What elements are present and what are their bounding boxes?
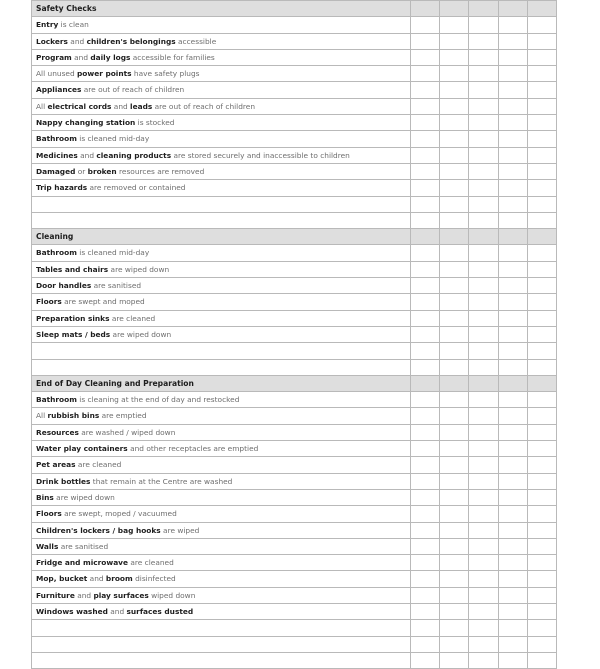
blank-checkbox-cell-2[interactable]	[440, 636, 469, 652]
task-checkbox-cell-2[interactable]	[440, 180, 469, 196]
task-checkbox-cell-5[interactable]	[527, 17, 556, 33]
task-label: Bathroom is cleaned mid-day	[32, 131, 411, 147]
section-title: Cleaning	[32, 229, 411, 245]
task-checkbox-cell-2[interactable]	[440, 82, 469, 98]
task-label: Sleep mats / beds are wiped down	[32, 326, 411, 342]
task-checkbox-cell-3[interactable]	[469, 147, 498, 163]
task-checkbox-cell-4[interactable]	[498, 522, 527, 538]
task-label: Appliances are out of reach of children	[32, 82, 411, 98]
task-checkbox-cell-1[interactable]	[411, 555, 440, 571]
section-header-row	[32, 375, 557, 391]
section-header-box-2	[440, 229, 469, 245]
table-row	[32, 180, 557, 196]
task-checkbox-cell-1[interactable]	[411, 392, 440, 408]
task-checkbox-cell-5[interactable]	[527, 555, 556, 571]
blank-checkbox-cell-3[interactable]	[469, 343, 498, 359]
task-checkbox-cell-4[interactable]	[498, 163, 527, 179]
task-label: Mop, bucket and broom disinfected	[32, 571, 411, 587]
blank-row	[32, 652, 557, 668]
task-checkbox-cell-4[interactable]	[498, 180, 527, 196]
checklist-table	[31, 0, 557, 669]
blank-checkbox-cell-1[interactable]	[411, 359, 440, 375]
task-checkbox-cell-3[interactable]	[469, 131, 498, 147]
task-checkbox-cell-2[interactable]	[440, 571, 469, 587]
blank-checkbox-cell-3[interactable]	[469, 212, 498, 228]
task-label: Tables and chairs are wiped down	[32, 261, 411, 277]
blank-checkbox-cell-5[interactable]	[527, 359, 556, 375]
task-checkbox-cell-3[interactable]	[469, 261, 498, 277]
task-checkbox-cell-5[interactable]	[527, 131, 556, 147]
task-checkbox-cell-1[interactable]	[411, 115, 440, 131]
task-checkbox-cell-2[interactable]	[440, 489, 469, 505]
section-title: Safety Checks	[32, 1, 411, 17]
task-checkbox-cell-5[interactable]	[527, 147, 556, 163]
task-checkbox-cell-5[interactable]	[527, 310, 556, 326]
task-checkbox-cell-2[interactable]	[440, 587, 469, 603]
task-checkbox-cell-4[interactable]	[498, 555, 527, 571]
task-checkbox-cell-5[interactable]	[527, 245, 556, 261]
table-row	[32, 326, 557, 342]
task-checkbox-cell-5[interactable]	[527, 326, 556, 342]
task-checkbox-cell-3[interactable]	[469, 98, 498, 114]
task-checkbox-cell-4[interactable]	[498, 33, 527, 49]
task-label: Preparation sinks are cleaned	[32, 310, 411, 326]
task-checkbox-cell-1[interactable]	[411, 294, 440, 310]
task-label: Door handles are sanitised	[32, 278, 411, 294]
blank-checkbox-cell-5[interactable]	[527, 652, 556, 668]
task-label: Entry is clean	[32, 17, 411, 33]
task-label: Medicines and cleaning products are stored securely and inaccessible to children	[32, 147, 411, 163]
table-row	[32, 571, 557, 587]
task-checkbox-cell-3[interactable]	[469, 587, 498, 603]
task-label: Floors are swept and moped	[32, 294, 411, 310]
task-checkbox-cell-3[interactable]	[469, 310, 498, 326]
table-row	[32, 115, 557, 131]
task-checkbox-cell-1[interactable]	[411, 441, 440, 457]
task-checkbox-cell-1[interactable]	[411, 33, 440, 49]
task-checkbox-cell-1[interactable]	[411, 326, 440, 342]
blank-task-cell[interactable]	[32, 636, 411, 652]
table-row	[32, 49, 557, 65]
table-row	[32, 555, 557, 571]
task-checkbox-cell-1[interactable]	[411, 17, 440, 33]
task-checkbox-cell-4[interactable]	[498, 278, 527, 294]
table-row	[32, 473, 557, 489]
task-label: Bathroom is cleaning at the end of day and restocked	[32, 392, 411, 408]
task-checkbox-cell-4[interactable]	[498, 310, 527, 326]
blank-task-cell[interactable]	[32, 212, 411, 228]
blank-checkbox-cell-3[interactable]	[469, 196, 498, 212]
blank-checkbox-cell-2[interactable]	[440, 359, 469, 375]
task-checkbox-cell-1[interactable]	[411, 82, 440, 98]
task-checkbox-cell-4[interactable]	[498, 489, 527, 505]
task-label: Lockers and children's belongings accessible	[32, 33, 411, 49]
blank-checkbox-cell-5[interactable]	[527, 196, 556, 212]
blank-checkbox-cell-5[interactable]	[527, 620, 556, 636]
task-checkbox-cell-4[interactable]	[498, 294, 527, 310]
blank-checkbox-cell-3[interactable]	[469, 636, 498, 652]
table-row	[32, 261, 557, 277]
task-checkbox-cell-1[interactable]	[411, 245, 440, 261]
task-checkbox-cell-2[interactable]	[440, 147, 469, 163]
section-header-box-5	[527, 1, 556, 17]
task-checkbox-cell-4[interactable]	[498, 392, 527, 408]
task-checkbox-cell-5[interactable]	[527, 473, 556, 489]
task-checkbox-cell-1[interactable]	[411, 473, 440, 489]
table-row	[32, 587, 557, 603]
task-checkbox-cell-1[interactable]	[411, 261, 440, 277]
checklist-sheet	[31, 0, 556, 669]
task-checkbox-cell-1[interactable]	[411, 506, 440, 522]
task-checkbox-cell-4[interactable]	[498, 66, 527, 82]
task-label: Bins are wiped down	[32, 489, 411, 505]
section-header-box-2	[440, 375, 469, 391]
task-checkbox-cell-4[interactable]	[498, 603, 527, 619]
task-checkbox-cell-5[interactable]	[527, 571, 556, 587]
task-checkbox-cell-3[interactable]	[469, 163, 498, 179]
task-label: Furniture and play surfaces wiped down	[32, 587, 411, 603]
task-checkbox-cell-2[interactable]	[440, 555, 469, 571]
task-checkbox-cell-3[interactable]	[469, 555, 498, 571]
task-checkbox-cell-4[interactable]	[498, 587, 527, 603]
blank-checkbox-cell-3[interactable]	[469, 620, 498, 636]
task-checkbox-cell-2[interactable]	[440, 326, 469, 342]
task-checkbox-cell-3[interactable]	[469, 538, 498, 554]
section-title: End of Day Cleaning and Preparation	[32, 375, 411, 391]
task-checkbox-cell-4[interactable]	[498, 441, 527, 457]
table-row	[32, 392, 557, 408]
task-checkbox-cell-2[interactable]	[440, 115, 469, 131]
task-checkbox-cell-1[interactable]	[411, 603, 440, 619]
task-checkbox-cell-1[interactable]	[411, 408, 440, 424]
section-header-box-4	[498, 1, 527, 17]
task-checkbox-cell-3[interactable]	[469, 457, 498, 473]
table-row	[32, 131, 557, 147]
task-label: Fridge and microwave are cleaned	[32, 555, 411, 571]
task-checkbox-cell-4[interactable]	[498, 326, 527, 342]
table-row	[32, 538, 557, 554]
task-checkbox-cell-5[interactable]	[527, 82, 556, 98]
task-checkbox-cell-4[interactable]	[498, 98, 527, 114]
section-header-box-3	[469, 1, 498, 17]
table-row	[32, 147, 557, 163]
task-checkbox-cell-2[interactable]	[440, 294, 469, 310]
blank-row	[32, 196, 557, 212]
task-checkbox-cell-5[interactable]	[527, 506, 556, 522]
blank-checkbox-cell-1[interactable]	[411, 620, 440, 636]
task-checkbox-cell-5[interactable]	[527, 66, 556, 82]
blank-checkbox-cell-1[interactable]	[411, 652, 440, 668]
task-checkbox-cell-2[interactable]	[440, 522, 469, 538]
task-checkbox-cell-1[interactable]	[411, 278, 440, 294]
blank-checkbox-cell-1[interactable]	[411, 196, 440, 212]
task-checkbox-cell-2[interactable]	[440, 98, 469, 114]
table-row	[32, 424, 557, 440]
task-checkbox-cell-3[interactable]	[469, 522, 498, 538]
section-header-box-3	[469, 229, 498, 245]
task-checkbox-cell-2[interactable]	[440, 538, 469, 554]
task-checkbox-cell-4[interactable]	[498, 49, 527, 65]
task-checkbox-cell-3[interactable]	[469, 82, 498, 98]
section-header-box-1	[411, 1, 440, 17]
table-row	[32, 66, 557, 82]
blank-checkbox-cell-2[interactable]	[440, 652, 469, 668]
section-header-box-3	[469, 375, 498, 391]
table-row	[32, 310, 557, 326]
task-checkbox-cell-5[interactable]	[527, 180, 556, 196]
task-checkbox-cell-3[interactable]	[469, 326, 498, 342]
section-header-box-4	[498, 229, 527, 245]
task-checkbox-cell-2[interactable]	[440, 603, 469, 619]
task-checkbox-cell-5[interactable]	[527, 115, 556, 131]
task-checkbox-cell-1[interactable]	[411, 49, 440, 65]
table-row	[32, 33, 557, 49]
task-checkbox-cell-5[interactable]	[527, 538, 556, 554]
task-checkbox-cell-5[interactable]	[527, 457, 556, 473]
blank-checkbox-cell-3[interactable]	[469, 359, 498, 375]
table-row	[32, 82, 557, 98]
task-checkbox-cell-4[interactable]	[498, 506, 527, 522]
blank-checkbox-cell-4[interactable]	[498, 636, 527, 652]
task-checkbox-cell-1[interactable]	[411, 571, 440, 587]
task-checkbox-cell-3[interactable]	[469, 33, 498, 49]
task-label: Nappy changing station is stocked	[32, 115, 411, 131]
blank-checkbox-cell-4[interactable]	[498, 359, 527, 375]
task-checkbox-cell-2[interactable]	[440, 441, 469, 457]
section-header-box-2	[440, 1, 469, 17]
task-checkbox-cell-2[interactable]	[440, 17, 469, 33]
task-checkbox-cell-5[interactable]	[527, 261, 556, 277]
blank-checkbox-cell-4[interactable]	[498, 196, 527, 212]
section-header-box-5	[527, 375, 556, 391]
task-checkbox-cell-5[interactable]	[527, 522, 556, 538]
task-checkbox-cell-1[interactable]	[411, 163, 440, 179]
task-checkbox-cell-2[interactable]	[440, 261, 469, 277]
task-checkbox-cell-1[interactable]	[411, 147, 440, 163]
blank-checkbox-cell-2[interactable]	[440, 343, 469, 359]
task-checkbox-cell-5[interactable]	[527, 278, 556, 294]
blank-row	[32, 212, 557, 228]
task-checkbox-cell-2[interactable]	[440, 506, 469, 522]
blank-checkbox-cell-5[interactable]	[527, 343, 556, 359]
task-checkbox-cell-5[interactable]	[527, 603, 556, 619]
table-row	[32, 245, 557, 261]
blank-checkbox-cell-1[interactable]	[411, 636, 440, 652]
task-checkbox-cell-2[interactable]	[440, 424, 469, 440]
table-row	[32, 522, 557, 538]
blank-checkbox-cell-4[interactable]	[498, 343, 527, 359]
blank-checkbox-cell-2[interactable]	[440, 196, 469, 212]
task-checkbox-cell-3[interactable]	[469, 278, 498, 294]
section-header-box-1	[411, 375, 440, 391]
task-checkbox-cell-5[interactable]	[527, 424, 556, 440]
blank-checkbox-cell-5[interactable]	[527, 212, 556, 228]
task-checkbox-cell-3[interactable]	[469, 294, 498, 310]
blank-task-cell[interactable]	[32, 359, 411, 375]
task-checkbox-cell-3[interactable]	[469, 506, 498, 522]
task-checkbox-cell-3[interactable]	[469, 408, 498, 424]
task-checkbox-cell-4[interactable]	[498, 538, 527, 554]
task-checkbox-cell-3[interactable]	[469, 473, 498, 489]
task-label: All electrical cords and leads are out of reach of children	[32, 98, 411, 114]
task-checkbox-cell-2[interactable]	[440, 49, 469, 65]
task-checkbox-cell-2[interactable]	[440, 66, 469, 82]
task-checkbox-cell-2[interactable]	[440, 392, 469, 408]
table-row	[32, 457, 557, 473]
task-label: Program and daily logs accessible for families	[32, 49, 411, 65]
section-header-box-1	[411, 229, 440, 245]
task-checkbox-cell-4[interactable]	[498, 147, 527, 163]
task-label: Trip hazards are removed or contained	[32, 180, 411, 196]
task-checkbox-cell-1[interactable]	[411, 538, 440, 554]
task-checkbox-cell-3[interactable]	[469, 180, 498, 196]
task-label: Resources are washed / wiped down	[32, 424, 411, 440]
task-label: Bathroom is cleaned mid-day	[32, 245, 411, 261]
task-checkbox-cell-1[interactable]	[411, 587, 440, 603]
task-checkbox-cell-3[interactable]	[469, 245, 498, 261]
table-row	[32, 603, 557, 619]
blank-checkbox-cell-5[interactable]	[527, 636, 556, 652]
blank-checkbox-cell-2[interactable]	[440, 620, 469, 636]
task-checkbox-cell-5[interactable]	[527, 441, 556, 457]
task-label: Damaged or broken resources are removed	[32, 163, 411, 179]
task-checkbox-cell-3[interactable]	[469, 603, 498, 619]
blank-row	[32, 343, 557, 359]
task-checkbox-cell-4[interactable]	[498, 408, 527, 424]
task-checkbox-cell-2[interactable]	[440, 163, 469, 179]
section-header-box-4	[498, 375, 527, 391]
task-label: Drink bottles that remain at the Centre are washed	[32, 473, 411, 489]
task-checkbox-cell-1[interactable]	[411, 457, 440, 473]
task-checkbox-cell-4[interactable]	[498, 457, 527, 473]
task-checkbox-cell-1[interactable]	[411, 66, 440, 82]
section-header-row	[32, 229, 557, 245]
task-checkbox-cell-3[interactable]	[469, 392, 498, 408]
task-checkbox-cell-1[interactable]	[411, 98, 440, 114]
task-checkbox-cell-4[interactable]	[498, 571, 527, 587]
task-checkbox-cell-4[interactable]	[498, 473, 527, 489]
task-checkbox-cell-1[interactable]	[411, 489, 440, 505]
task-label: Walls are sanitised	[32, 538, 411, 554]
task-label: Floors are swept, moped / vacuumed	[32, 506, 411, 522]
task-label: Water play containers and other receptacles are emptied	[32, 441, 411, 457]
table-row	[32, 408, 557, 424]
task-checkbox-cell-3[interactable]	[469, 49, 498, 65]
blank-checkbox-cell-1[interactable]	[411, 343, 440, 359]
blank-task-cell[interactable]	[32, 343, 411, 359]
table-row	[32, 294, 557, 310]
task-checkbox-cell-1[interactable]	[411, 180, 440, 196]
blank-checkbox-cell-2[interactable]	[440, 212, 469, 228]
task-checkbox-cell-5[interactable]	[527, 294, 556, 310]
task-checkbox-cell-5[interactable]	[527, 33, 556, 49]
blank-row	[32, 359, 557, 375]
task-checkbox-cell-3[interactable]	[469, 489, 498, 505]
task-checkbox-cell-2[interactable]	[440, 33, 469, 49]
blank-task-cell[interactable]	[32, 652, 411, 668]
task-checkbox-cell-5[interactable]	[527, 163, 556, 179]
task-checkbox-cell-2[interactable]	[440, 245, 469, 261]
blank-checkbox-cell-4[interactable]	[498, 652, 527, 668]
task-checkbox-cell-3[interactable]	[469, 17, 498, 33]
task-checkbox-cell-5[interactable]	[527, 98, 556, 114]
blank-row	[32, 636, 557, 652]
task-checkbox-cell-1[interactable]	[411, 310, 440, 326]
task-checkbox-cell-4[interactable]	[498, 17, 527, 33]
task-checkbox-cell-1[interactable]	[411, 522, 440, 538]
task-checkbox-cell-3[interactable]	[469, 115, 498, 131]
task-checkbox-cell-5[interactable]	[527, 489, 556, 505]
section-header-box-5	[527, 229, 556, 245]
blank-task-cell[interactable]	[32, 620, 411, 636]
task-checkbox-cell-3[interactable]	[469, 571, 498, 587]
task-checkbox-cell-2[interactable]	[440, 457, 469, 473]
task-checkbox-cell-4[interactable]	[498, 245, 527, 261]
task-checkbox-cell-3[interactable]	[469, 441, 498, 457]
task-checkbox-cell-3[interactable]	[469, 66, 498, 82]
task-checkbox-cell-5[interactable]	[527, 408, 556, 424]
task-label: Windows washed and surfaces dusted	[32, 603, 411, 619]
task-checkbox-cell-3[interactable]	[469, 424, 498, 440]
task-checkbox-cell-5[interactable]	[527, 49, 556, 65]
task-label: All unused power points have safety plugs	[32, 66, 411, 82]
table-row	[32, 98, 557, 114]
task-checkbox-cell-2[interactable]	[440, 278, 469, 294]
task-checkbox-cell-2[interactable]	[440, 310, 469, 326]
task-checkbox-cell-4[interactable]	[498, 115, 527, 131]
task-checkbox-cell-4[interactable]	[498, 131, 527, 147]
section-header-row	[32, 1, 557, 17]
task-checkbox-cell-5[interactable]	[527, 587, 556, 603]
task-checkbox-cell-4[interactable]	[498, 424, 527, 440]
task-label: Children's lockers / bag hooks are wiped	[32, 522, 411, 538]
task-checkbox-cell-5[interactable]	[527, 392, 556, 408]
task-checkbox-cell-1[interactable]	[411, 424, 440, 440]
blank-checkbox-cell-1[interactable]	[411, 212, 440, 228]
task-checkbox-cell-2[interactable]	[440, 131, 469, 147]
blank-checkbox-cell-3[interactable]	[469, 652, 498, 668]
blank-checkbox-cell-4[interactable]	[498, 620, 527, 636]
table-row	[32, 506, 557, 522]
task-checkbox-cell-2[interactable]	[440, 473, 469, 489]
task-checkbox-cell-1[interactable]	[411, 131, 440, 147]
blank-checkbox-cell-4[interactable]	[498, 212, 527, 228]
table-row	[32, 489, 557, 505]
task-label: All rubbish bins are emptied	[32, 408, 411, 424]
blank-task-cell[interactable]	[32, 196, 411, 212]
task-checkbox-cell-2[interactable]	[440, 408, 469, 424]
task-label: Pet areas are cleaned	[32, 457, 411, 473]
task-checkbox-cell-4[interactable]	[498, 82, 527, 98]
table-row	[32, 278, 557, 294]
task-checkbox-cell-4[interactable]	[498, 261, 527, 277]
table-row	[32, 163, 557, 179]
blank-row	[32, 620, 557, 636]
table-row	[32, 441, 557, 457]
table-row	[32, 17, 557, 33]
